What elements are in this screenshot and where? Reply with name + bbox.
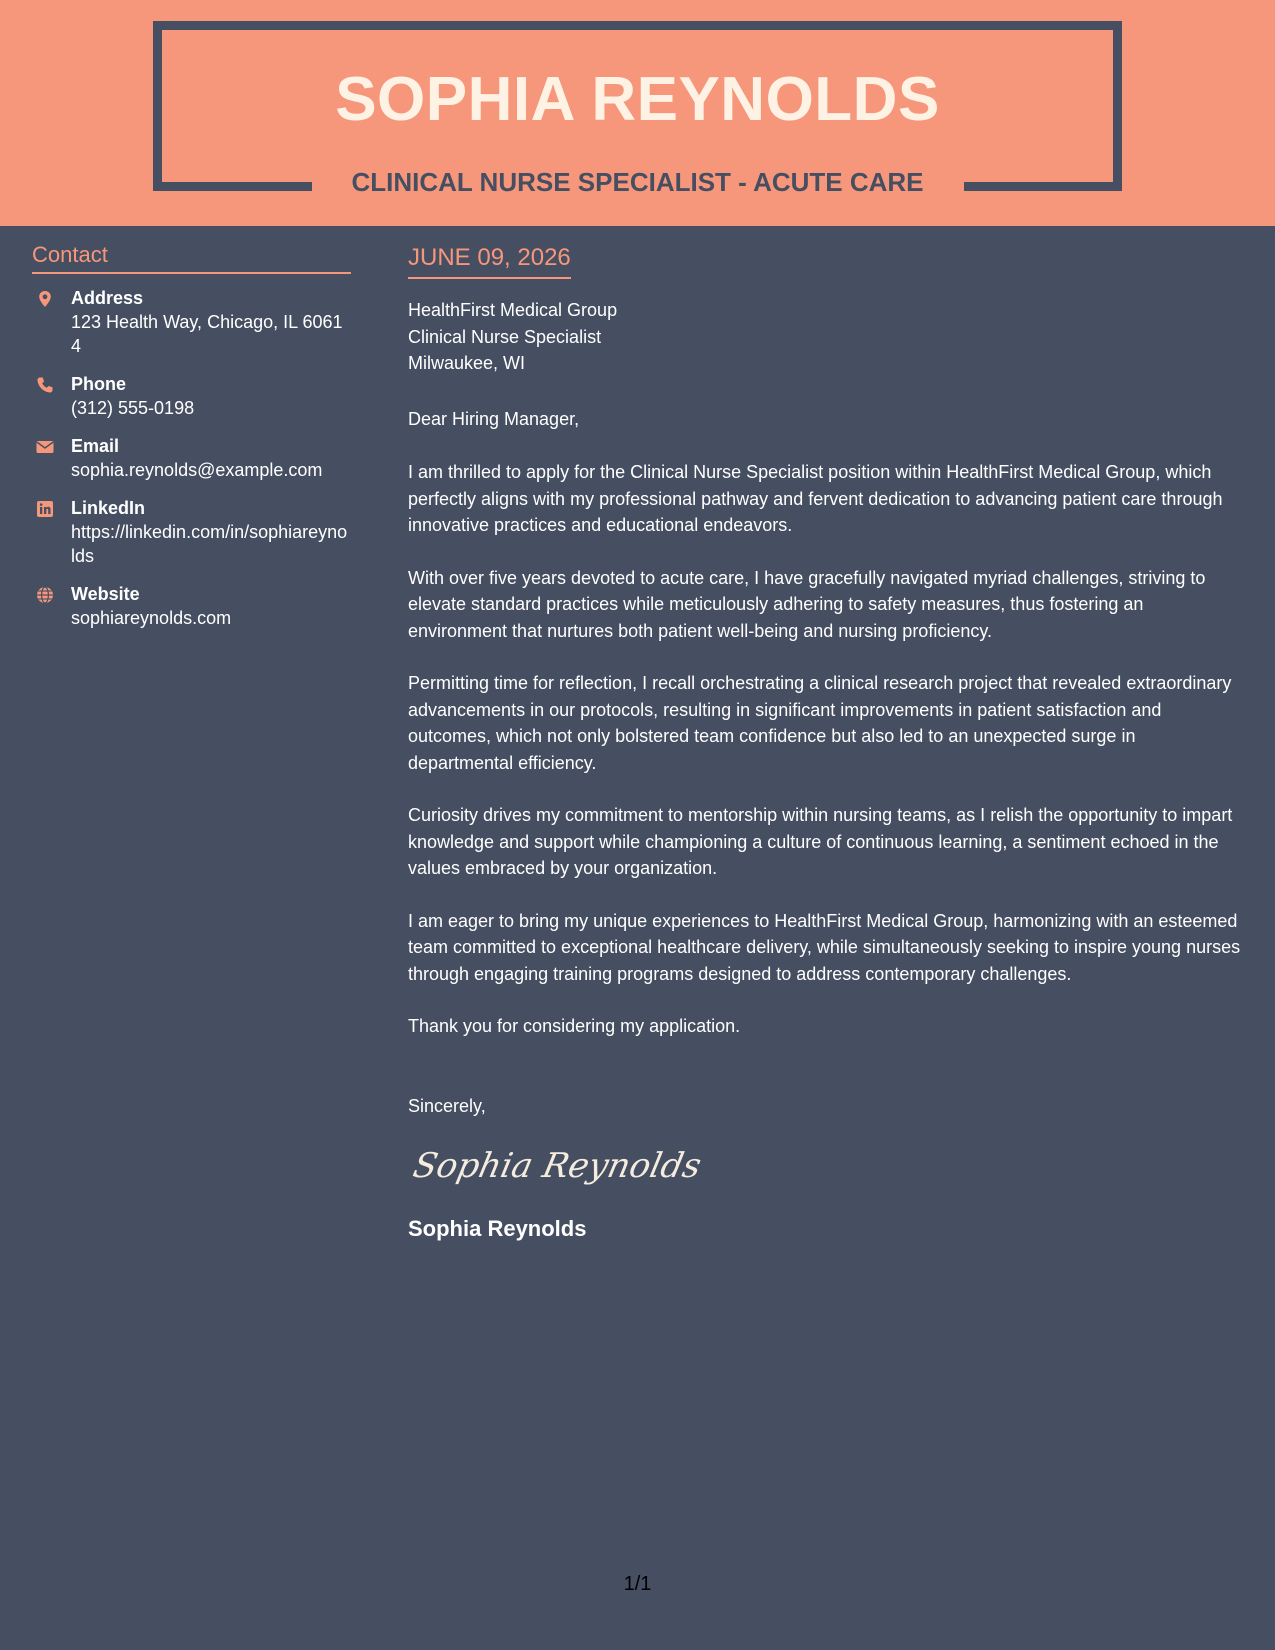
candidate-name: SOPHIA REYNOLDS xyxy=(335,65,940,134)
map-pin-icon xyxy=(36,290,54,308)
globe-icon xyxy=(36,586,54,604)
contact-label: Email xyxy=(71,436,120,456)
contact-label: Address xyxy=(71,288,144,308)
envelope-icon xyxy=(36,438,54,456)
recipient-position: Clinical Nurse Specialist xyxy=(408,326,602,347)
contact-item-address xyxy=(32,286,351,358)
letter-date: JUNE 09, 2026 xyxy=(408,242,571,279)
frame-border xyxy=(153,21,1122,30)
phone-value: (312) 555-0198 xyxy=(71,398,195,418)
contact-item-linkedin xyxy=(32,496,351,568)
recipient-block xyxy=(408,297,1243,377)
letter-paragraph: Thank you for considering my application. xyxy=(408,1016,741,1036)
phone-icon xyxy=(36,376,54,394)
letter-paragraph: I am thrilled to apply for the Clinical Nurse Specialist position within HealthFirst Medical Group, which perfectly aligns with my professional pathway and fervent dedication to advancing patient care through innovative practices and educational endeavors. xyxy=(408,462,1223,535)
contact-sidebar xyxy=(32,240,351,644)
letter-paragraph: I am eager to bring my unique experiences to HealthFirst Medical Group, harmonizing with an esteemed team committed to exceptional healthcare delivery, while simultaneously seeking to inspire young nurses through engaging training programs designed to address contemporary challenges. xyxy=(408,910,1241,984)
recipient-location: Milwaukee, WI xyxy=(408,353,526,373)
letter-paragraph: With over five years devoted to acute care, I have gracefully navigated myriad challenges, striving to elevate standard practices while meticulously adhering to safety measures, thus fostering an environment that nurtures both patient well-being and nursing proficiency. xyxy=(408,567,1206,641)
page-number: 1/1 xyxy=(623,1573,652,1595)
contact-label: Phone xyxy=(71,374,127,394)
linkedin-value[interactable]: https://linkedin.com/in/sophiareynolds xyxy=(71,522,348,566)
letter-paragraph: Curiosity drives my commitment to mentorship within nursing teams, as I relish the opportunity to impart knowledge and support while championing a culture of continuous learning, a sentiment echoed in the values embraced by your organization. xyxy=(408,805,1233,878)
contact-heading: Contact xyxy=(32,240,351,274)
signer-name: Sophia Reynolds xyxy=(408,1216,587,1241)
contact-item-phone xyxy=(32,372,351,420)
contact-label: LinkedIn xyxy=(71,498,146,518)
email-value[interactable]: sophia.reynolds@example.com xyxy=(71,460,323,480)
job-title: CLINICAL NURSE SPECIALIST - ACUTE CARE xyxy=(351,167,924,197)
signature-text: Sophia Reynolds xyxy=(409,1146,705,1186)
closing: Sincerely, xyxy=(408,1095,486,1116)
contact-item-email xyxy=(32,434,351,482)
linkedin-icon xyxy=(36,500,54,518)
website-value[interactable]: sophiareynolds.com xyxy=(71,608,232,628)
letter-body xyxy=(408,242,1243,1244)
letter-paragraph: Permitting time for reflection, I recall orchestrating a clinical research project that revealed extraordinary advancements in our protocols, resulting in significant improvements in patient satisfaction and outcomes, which not only bolstered team confidence but also led to an unexpected surge in departmental efficiency. xyxy=(408,673,1232,773)
contact-label: Website xyxy=(71,584,140,604)
address-value: 123 Health Way, Chicago, IL 60614 xyxy=(71,312,343,356)
recipient-company: HealthFirst Medical Group xyxy=(408,300,618,320)
signature-image xyxy=(409,1137,705,1197)
greeting: Dear Hiring Manager, xyxy=(408,408,580,429)
header-banner xyxy=(0,0,1275,226)
contact-item-website xyxy=(32,582,351,630)
